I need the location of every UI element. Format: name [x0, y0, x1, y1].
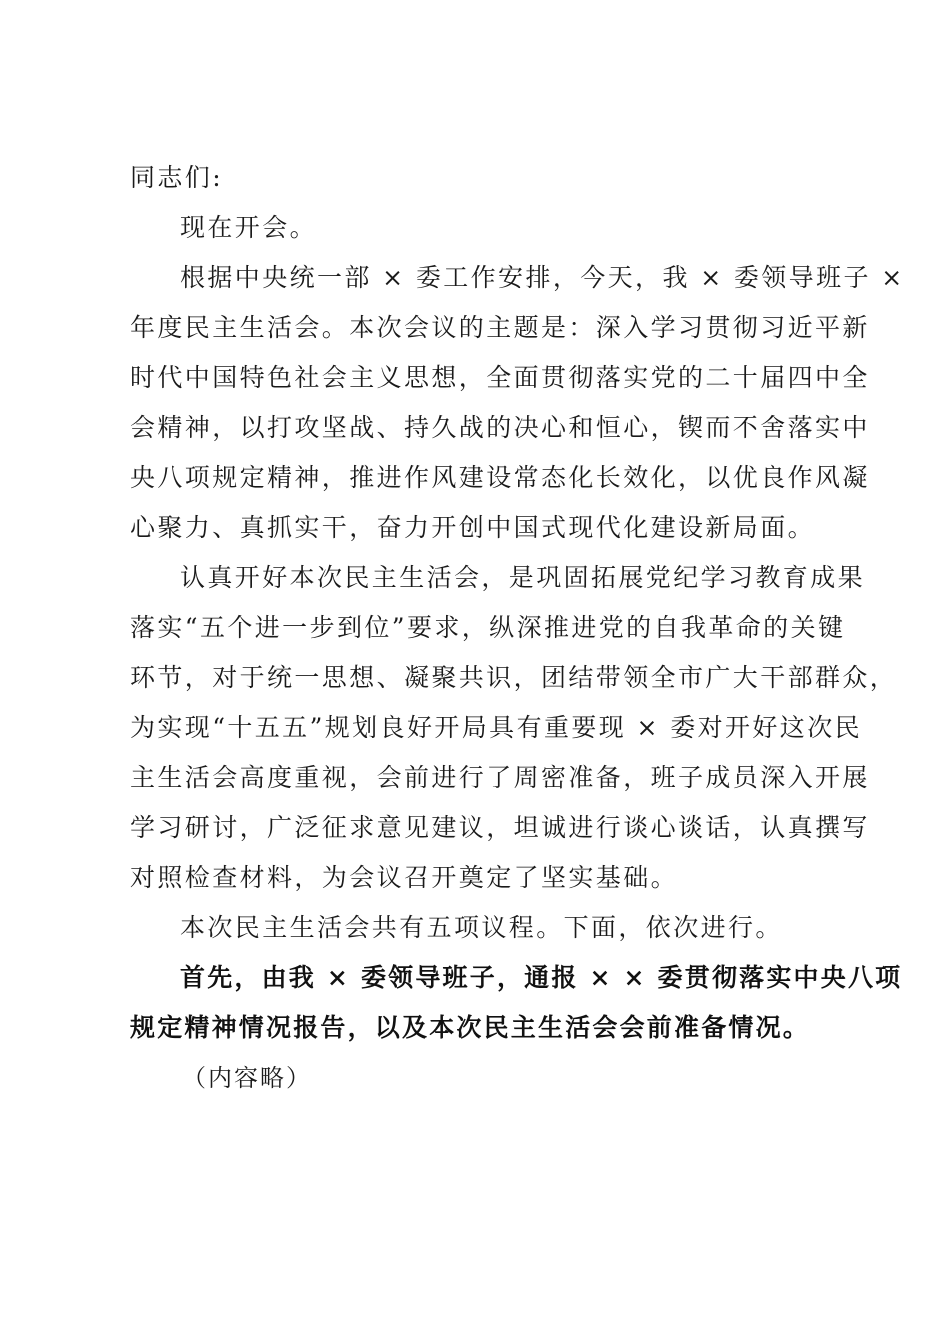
paragraph-2-line-2: 落实“五个进一步到位”要求，纵深推进党的自我革命的关键 [130, 613, 846, 642]
content-omitted-note: （内容略） [182, 1064, 312, 1092]
paragraph-1-line-2: 年度民主生活会。本次会议的主题是：深入学习贯彻习近平新 [130, 313, 870, 342]
paragraph-2-line-4: 为实现“十五五”规划良好开局具有重要现 × 委对开好这次民 [130, 713, 863, 742]
opening-line: 现在开会。 [180, 213, 318, 242]
paragraph-3: 本次民主生活会共有五项议程。下面，依次进行。 [180, 913, 783, 942]
salutation: 同志们: [130, 163, 224, 192]
paragraph-2-line-5: 主生活会高度重视，会前进行了周密准备，班子成员深入开展 [130, 763, 870, 792]
bold-paragraph-line-2: 规定精神情况报告，以及本次民主生活会会前准备情况。 [130, 1013, 811, 1042]
paragraph-2-line-6: 学习研讨，广泛征求意见建议，坦诚进行谈心谈话，认真撰写 [130, 813, 870, 842]
paragraph-1-line-3: 时代中国特色社会主义思想，全面贯彻落实党的二十届四中全 [130, 363, 870, 392]
bold-paragraph-line-1: 首先，由我 × 委领导班子，通报 × × 委贯彻落实中央八项 [180, 963, 903, 992]
paragraph-2-line-3: 环节，对于统一思想、凝聚共识，团结带领全市广大干部群众， [130, 663, 898, 692]
paragraph-1-line-1: 根据中央统一部 × 委工作安排，今天，我 × 委领导班子 × [180, 263, 905, 292]
paragraph-2-line-1: 认真开好本次民主生活会，是巩固拓展党纪学习教育成果 [180, 563, 866, 592]
paragraph-1-line-6: 心聚力、真抓实干，奋力开创中国式现代化建设新局面。 [130, 513, 816, 542]
paragraph-1-line-5: 央八项规定精神，推进作风建设常态化长效化，以优良作风凝 [130, 463, 870, 492]
paragraph-2-line-7: 对照检查材料，为会议召开奠定了坚实基础。 [130, 863, 679, 892]
paragraph-1-line-4: 会精神，以打攻坚战、持久战的决心和恒心，锲而不舍落实中 [130, 413, 870, 442]
